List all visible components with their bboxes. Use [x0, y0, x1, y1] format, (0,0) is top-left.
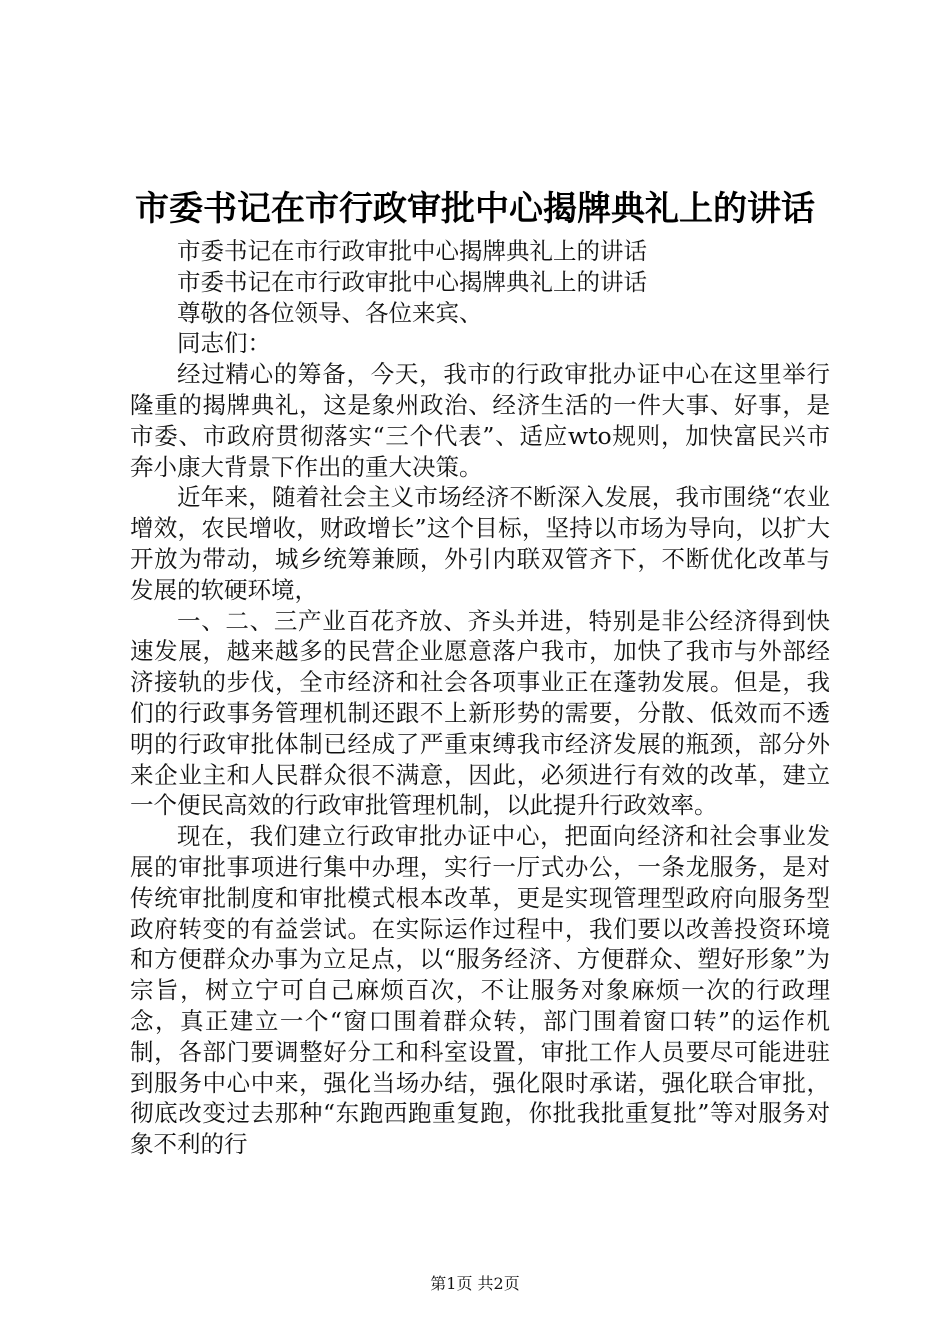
paragraph-subtitle-2: 市委书记在市行政审批中心揭牌典礼上的讲话 [177, 267, 647, 296]
paragraph-body-3: 一、二、三产业百花齐放、齐头并进，特别是非公经济得到快速发展，越来越多的民营企业愿意落户我市，加快了我市与外部经济接轨的步伐，全市经济和社会各项事业正在蓬勃发展。但是，我们的行政事务管理机制还跟不上新形势的需要，分散、低效而不透明的行政审批体制已经成了严重束缚我市经济发展的瓶颈，部分外来企业主和人民群众很不满意，因此，必须进行有效的改革，建立一个便民高效的行政审批管理机制，以此提升行政效率。 [130, 606, 830, 820]
document-title: 市委书记在市行政审批中心揭牌典礼上的讲话 [135, 189, 815, 229]
paragraph-salutation-2: 同志们： [177, 329, 271, 358]
paragraph-body-4: 现在，我们建立行政审批办证中心，把面向经济和社会事业发展的审批事项进行集中办理，实行一厅式办公，一条龙服务，是对传统审批制度和审批模式根本改革，更是实现管理型政府向服务型政府转变的有益尝试。在实际运作过程中，我们要以改善投资环境和方便群众办事为立足点，以“服务经济、方便群众、塑好形象”为宗旨，树立宁可自己麻烦百次，不让服务对象麻烦一次的行政理念，真正建立一个“窗口围着群众转，部门围着窗口转”的运作机制，各部门要调整好分工和科室设置，审批工作人员要尽可能进驻到服务中心中来，强化当场办结，强化限时承诺，强化联合审批，彻底改变过去那种“东跑西跑重复跑，你批我批重复批”等对服务对象不利的行 [130, 822, 830, 1159]
paragraph-body-1: 经过精心的筹备，今天，我市的行政审批办证中心在这里举行隆重的揭牌典礼，这是象州政治、经济生活的一件大事、好事，是市委、市政府贯彻落实“三个代表”、适应wto规则，加快富民兴市奔小康大背景下作出的重大决策。 [130, 360, 830, 481]
document-body [130, 236, 830, 1160]
paragraph-subtitle-1: 市委书记在市行政审批中心揭牌典礼上的讲话 [177, 237, 647, 265]
paragraph-body-2: 近年来，随着社会主义市场经济不断深入发展，我市围绕“农业增效，农民增收，财政增长”这个目标，坚持以市场为导向，以扩大开放为带动，城乡统筹兼顾，外引内联双管齐下，不断优化改革与发展的软硬环境， [130, 483, 830, 604]
page-number: 第1页 共2页 [430, 1274, 520, 1293]
paragraph-salutation: 尊敬的各位领导、各位来宾、 [177, 298, 483, 327]
